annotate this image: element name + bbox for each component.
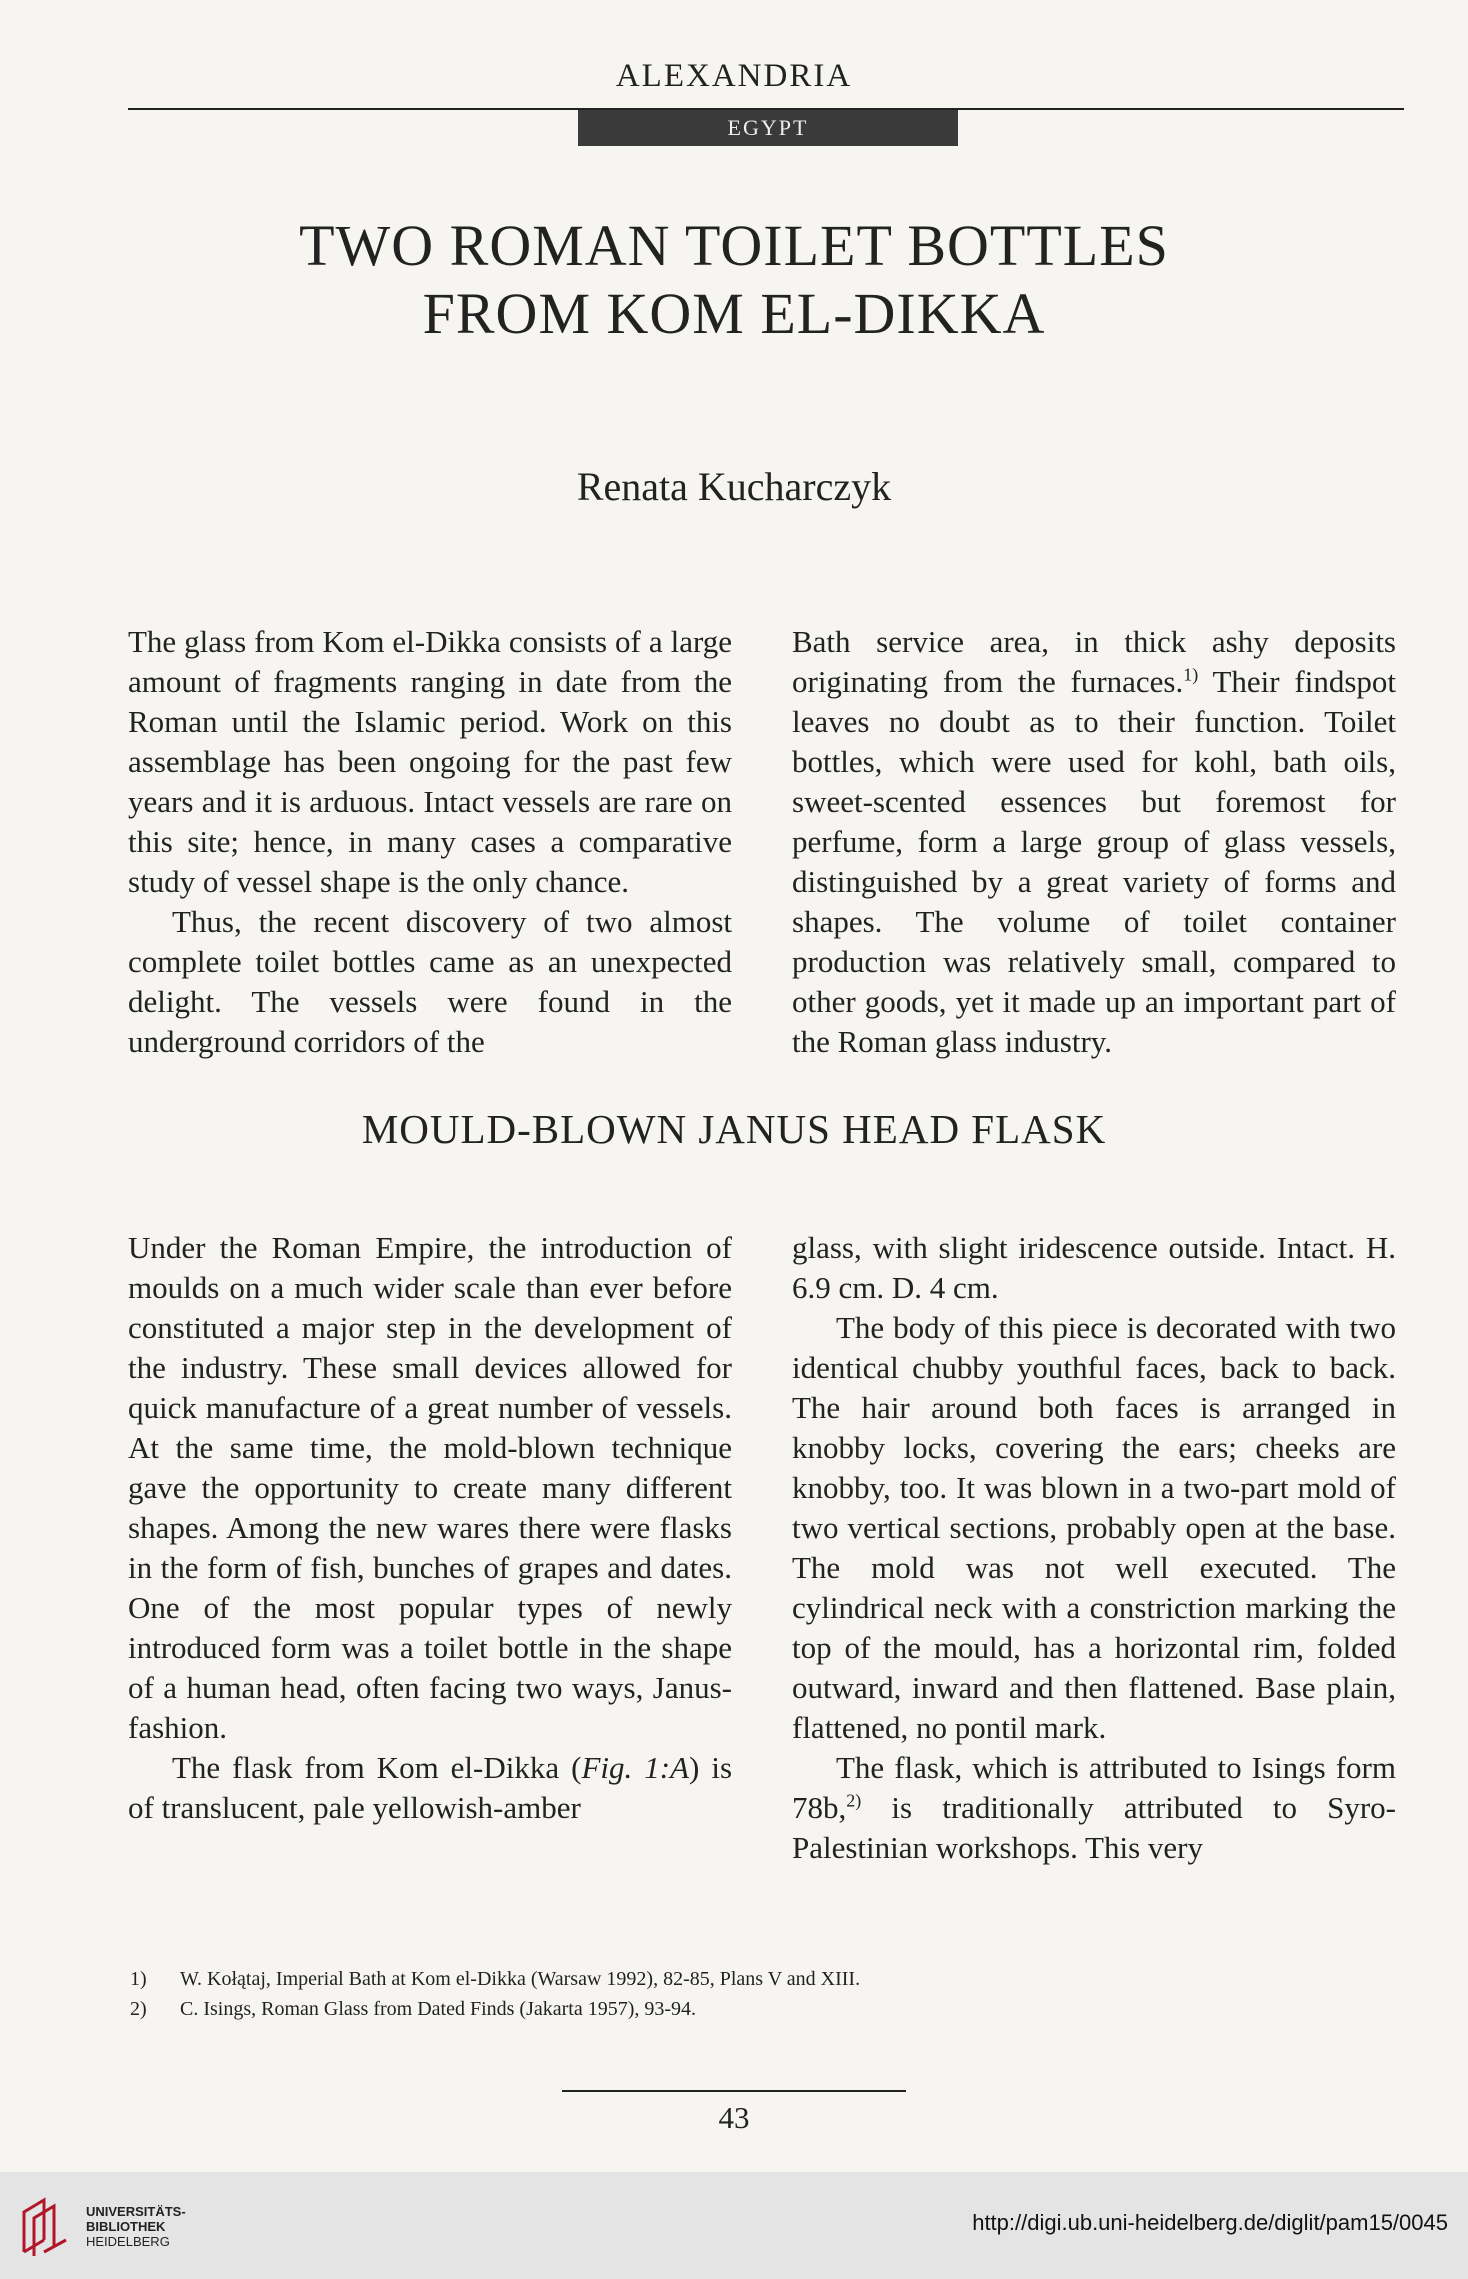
footnotes (130, 1964, 1330, 2024)
body-left-column (128, 1228, 732, 1828)
paragraph (128, 1748, 732, 1828)
figure-ref: Fig. 1:A (581, 1750, 690, 1785)
paragraph: Under the Roman Empire, the introduction of moulds on a much wider scale than ever before constituted a major step in the development of the industry. These small devices allowed for quick manufacture of a great number of vessels. At the same time, the mold-blown technique gave the opportunity to create many different shapes. Among the new wares there were flasks in the form of fish, bunches of grapes and dates. One of the most popular types of newly introduced form was a toilet bottle in the shape of a human head, often facing two ways, Janus-fashion. (128, 1230, 732, 1745)
author-name: Renata Kucharczyk (576, 464, 892, 509)
text-run: is traditionally attributed to Syro-Palestinian workshops. This very (792, 1790, 1396, 1865)
text-run: Bath service area, in thick ashy deposits originating from the furnaces. (792, 624, 1396, 699)
page-number: 43 (718, 2100, 750, 2135)
title-line-2: FROM KOM EL-DIKKA (422, 281, 1046, 346)
text-run: The flask from Kom el-Dikka ( (172, 1750, 582, 1785)
paragraph: Thus, the recent discovery of two almost complete toilet bottles came as an unexpected delight. The vessels were found in the underground corridors of the (128, 904, 732, 1059)
paragraph (792, 622, 1396, 1062)
library-line: HEIDELBERG (86, 2234, 170, 2249)
footnote-text: C. Isings, Roman Glass from Dated Finds (Jakarta 1957), 93-94. (180, 1998, 697, 2020)
section-heading: MOULD-BLOWN JANUS HEAD FLASK (361, 1106, 1107, 1152)
body-right-column (792, 1228, 1396, 1868)
footnote (130, 1964, 1330, 1994)
intro-right-column (792, 622, 1396, 1062)
intro-left-column (128, 622, 732, 1062)
footer-rule (562, 2090, 906, 2092)
section-band: EGYPT (578, 110, 958, 146)
footnote-ref: 2) (846, 1790, 862, 1811)
library-name (86, 2204, 186, 2249)
library-line: UNIVERSITÄTS- (86, 2204, 186, 2219)
permalink-url[interactable]: http://digi.ub.uni-heidelberg.de/diglit/pam15/0045 (972, 2210, 1448, 2235)
footnote-ref: 1) (1183, 664, 1199, 685)
viewer-footer (0, 2172, 1468, 2279)
running-head: ALEXANDRIA (615, 58, 853, 94)
text-run: ) is of translucent, pale yellowish-amber (128, 1750, 733, 1825)
footnote (130, 1994, 1330, 2024)
footnote-text: W. Kołątaj, Imperial Bath at Kom el-Dikka (Warsaw 1992), 82-85, Plans V and XIII. (180, 1968, 861, 1990)
paragraph: glass, with slight iridescence outside. Intact. H. 6.9 cm. D. 4 cm. (792, 1230, 1396, 1305)
footnote-number: 2) (130, 1998, 147, 2020)
text-run: Their findspot leaves no doubt as to their function. Toilet bottles, which were used for kohl, bath oils, sweet-scented essences but foremost for perfume, form a large group of glass vessels, distinguished by a great variety of forms and shapes. The volume of toilet container production was relatively small, compared to other goods, yet it made up an important part of the Roman glass industry. (792, 664, 1396, 1059)
article-title (0, 212, 1468, 348)
text-run: The flask, which is attributed to Isings form 78b, (792, 1750, 1396, 1825)
title-line-1: TWO ROMAN TOILET BOTTLES (299, 213, 1169, 278)
paragraph: The glass from Kom el-Dikka consists of a large amount of fragments ranging in date from the Roman until the Islamic period. Work on this assemblage has been ongoing for the past few years and it is arduous. Intact vessels are rare on this site; hence, in many cases a comparative study of vessel shape is the only chance. (128, 624, 732, 899)
library-logo-icon[interactable] (14, 2192, 84, 2262)
footnote-number: 1) (130, 1968, 147, 1990)
paragraph (792, 1748, 1396, 1868)
paragraph: The body of this piece is decorated with two identical chubby youthful faces, back to back. The hair around both faces is arranged in knobby locks, covering the ears; cheeks are knobby, too. It was blown in a two-part mold of two vertical sections, probably open at the base. The mold was not well executed. The cylindrical neck with a constriction marking the top of the mould, has a horizontal rim, folded outward, inward and then flattened. Base plain, flattened, no pontil mark. (792, 1310, 1396, 1745)
library-line: BIBLIOTHEK (86, 2219, 166, 2234)
